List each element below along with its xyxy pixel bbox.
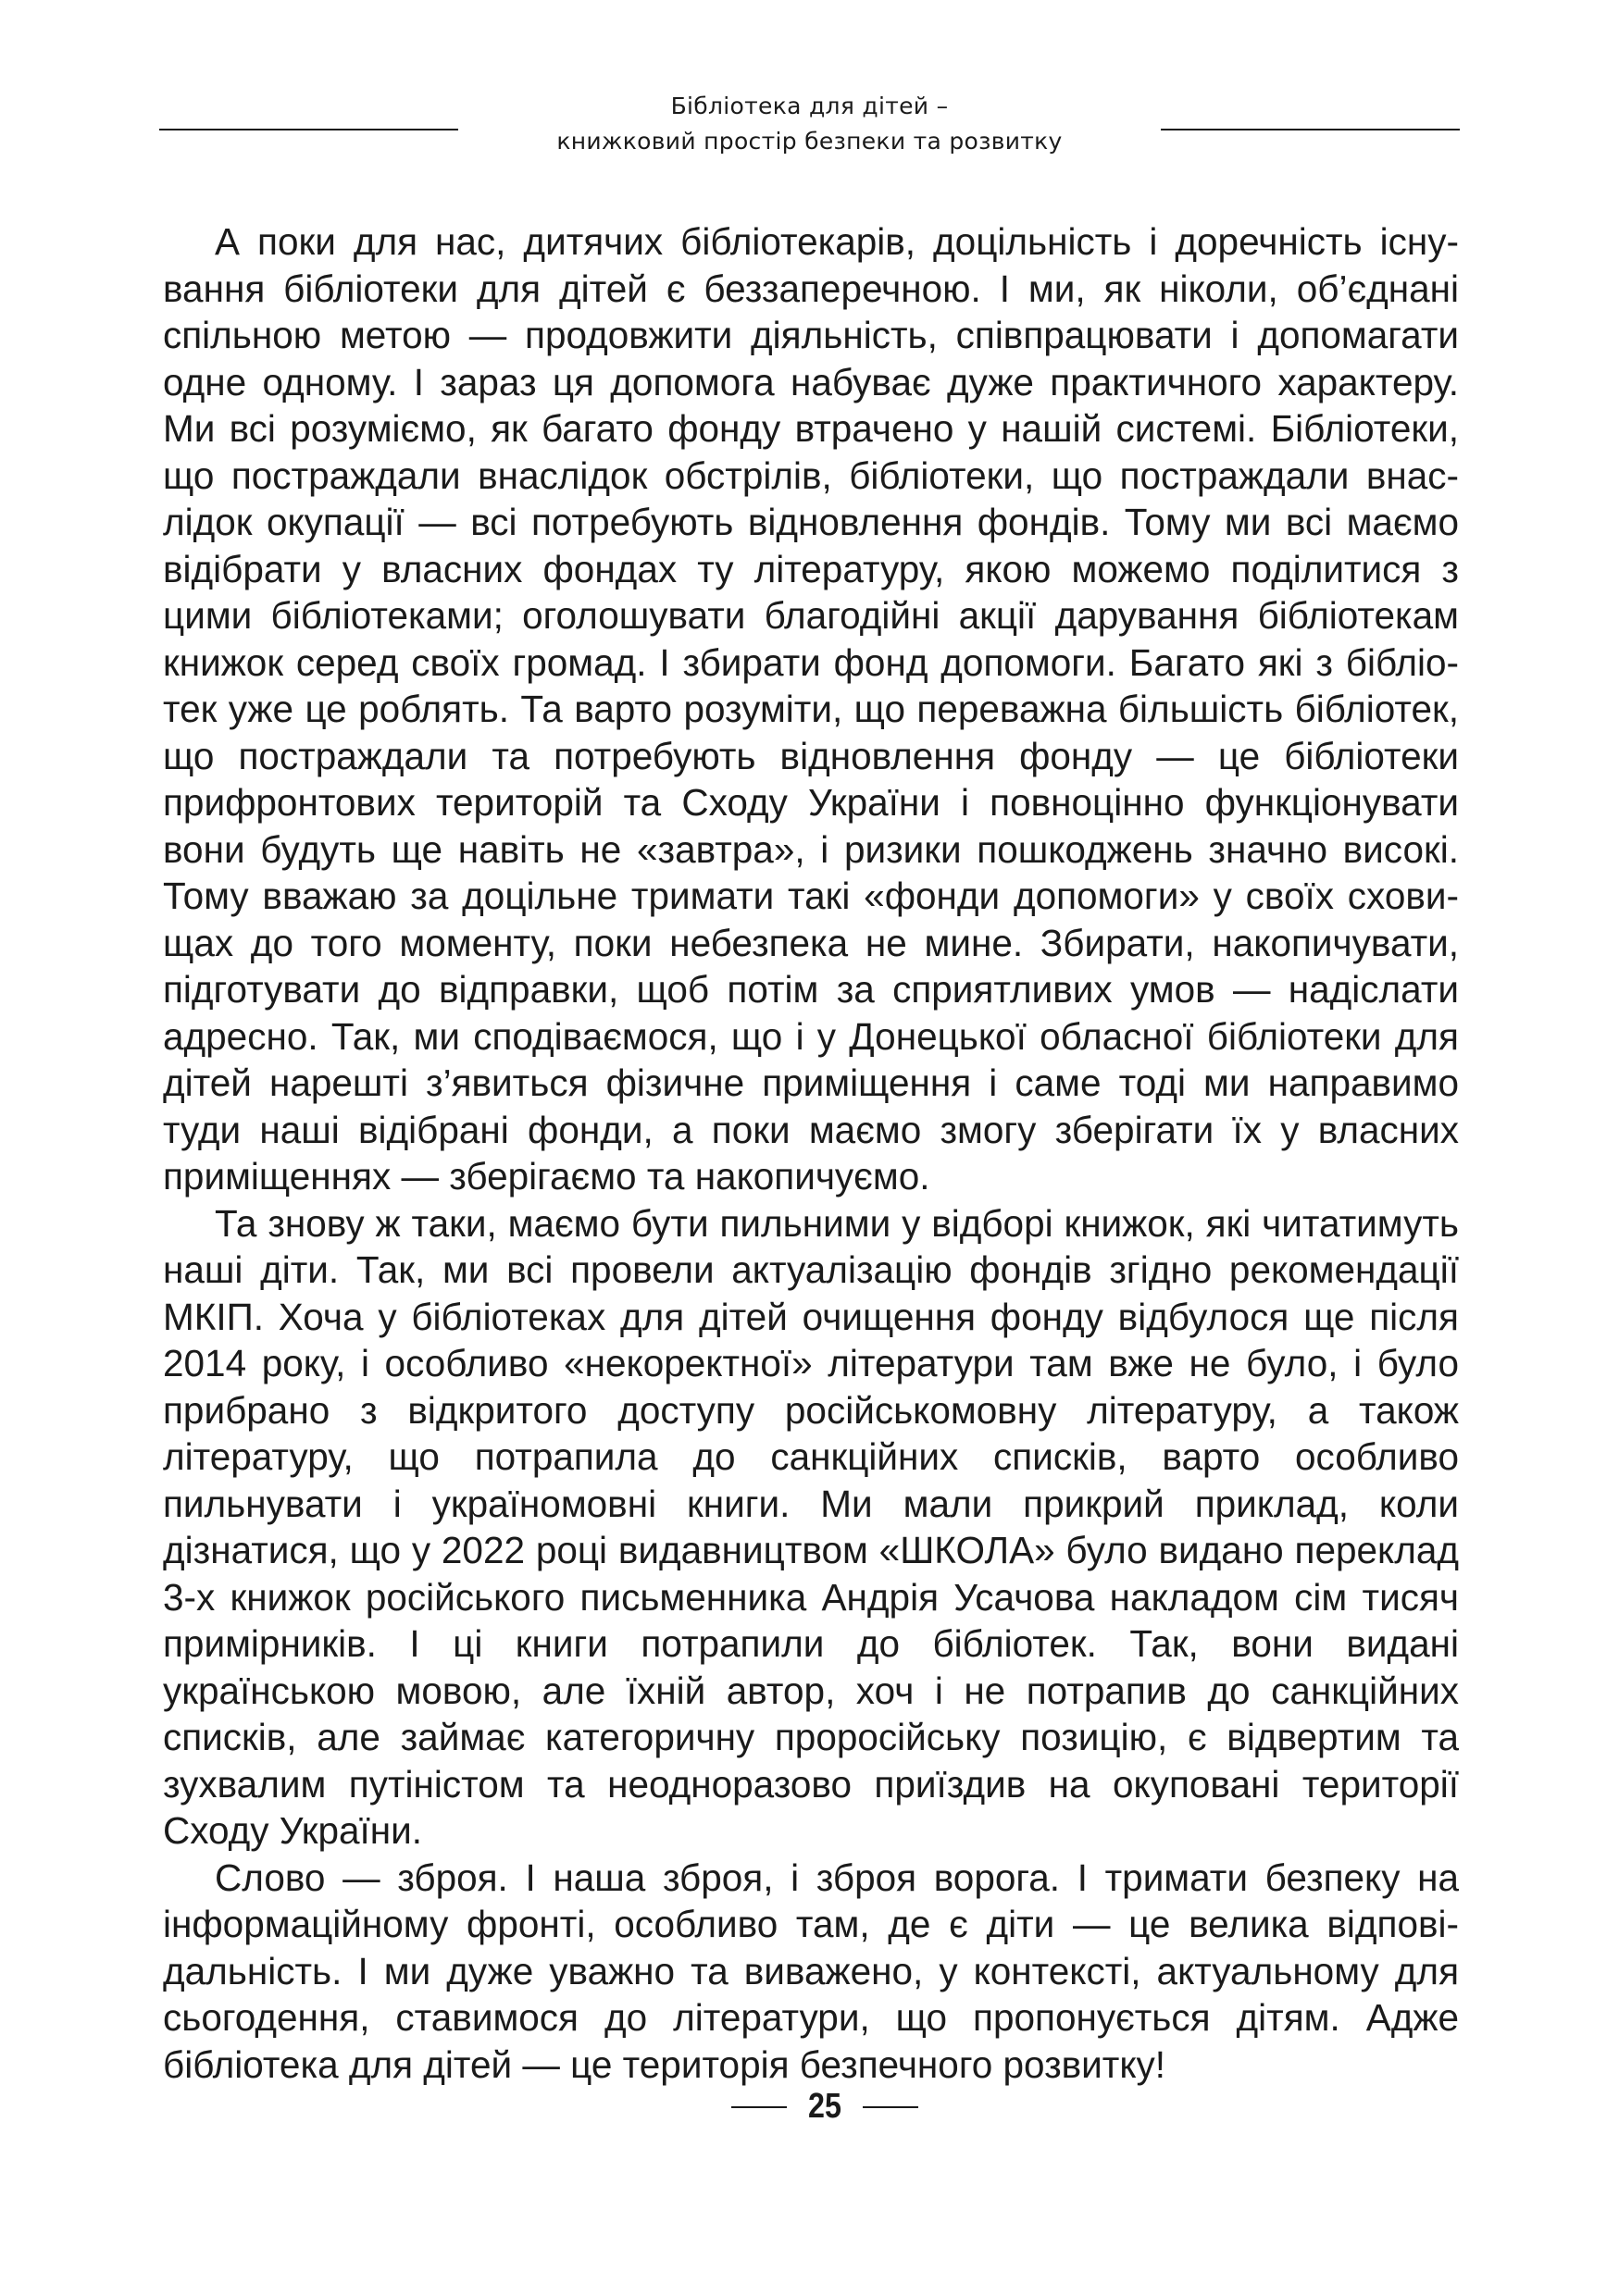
paragraph-1: А поки для нас, дитячих бібліотекарів, доцільність і доречність існування бібліотеки для дітей є беззаперечною. І ми, як ніколи, об’єднані спільною метою — продовжити діяльність, співпрацювати і допомагати одне одному. І зараз ця допомога набуває дуже практичного характеру. Ми всі розуміємо, як багато фонду втрачено у нашій системі. Бібліотеки, що постраждали внаслідок обстрілів, бібліотеки, що постраждали внаслідок окупації — всі потребують відновлення фондів. Тому ми всі маємо відібрати у власних фондах ту літературу, якою можемо поділитися з цими бібліотеками; оголошувати благодійні акції дарування бібліотекам книжок серед своїх громад. І збирати фонд допомоги. Багато які з бібліотек уже це роблять. Та варто розуміти, що переважна більшість бібліотек, що постраждали та потребують відновлення фонду — це бібліотеки прифронтових територій та Сходу України і повноцінно функціонувати вони будуть ще навіть не «завтра», і ризики пошкоджень значно високі. Тому вважаю за доцільне тримати такі «фонди допомоги» у своїх сховищах до того моменту, поки небезпека не мине. Збирати, накопичувати, підготувати до відправки, щоб потім за сприятливих умов — надіслати адресно. Так, ми сподіваємося, що і у Донецької обласної бібліотеки для дітей нарешті з’явиться фізичне приміщення і саме тоді ми направимо туди наші відібрані фонди, а поки маємо змогу зберігати їх у власних приміщеннях — зберігаємо та накопичуємо. [163,220,1459,1198]
folio-rule-left [731,2106,787,2108]
paragraph-3: Слово — зброя. І наша зброя, і зброя ворога. І тримати безпеку на інформаційному фронті, особливо там, де є діти — це велика відповідальність. І ми дуже уважно та виважено, у контексті, актуальному для сьогодення, ставимося до літератури, що пропонується дітям. Адже бібліотека для дітей — це територія безпечного розвитку! [163,1855,1459,2086]
running-header [0,89,1619,172]
running-header-line-1: Бібліотека для дітей – [670,93,949,119]
page-number: 25 [808,2087,841,2126]
body-text [163,218,1459,2088]
paragraph-2: Та знову ж таки, маємо бути пильними у відборі книжок, які читатимуть наші діти. Так, ми всі провели актуалізацію фондів згідно рекомендації МКІП. Хоча у бібліотеках для дітей очищення фонду відбулося ще після 2014 року, і особливо «некоректної» літератури там вже не було, і було прибрано з відкритого доступу російськомовну літературу, а також літературу, що потрапила до санкційних списків, варто особливо пильнувати і україномовні книги. Ми мали прикрий приклад, коли дізнатися, що у 2022 році видавництвом «ШКОЛА» було видано переклад 3-х книжок російського письменника Андрія Усачова накладом сім тисяч примірників. І ці книги потрапили до бібліотек. Так, вони видані українською мовою, але їхній автор, хоч і не потрапив до санкційних списків, але займає категоричну проросійську позицію, є відвертим та зухвалим путіністом та неодноразово приїздив на окуповані території Сходу України. [163,1201,1459,1852]
header-rule-right [1161,129,1460,130]
running-header-line-2: книжковий простір безпеки та розвитку [556,128,1063,155]
running-header-title [458,89,1161,159]
header-rule-left [159,129,458,130]
page-footer [0,2086,1619,2127]
folio-rule-right [863,2106,918,2108]
